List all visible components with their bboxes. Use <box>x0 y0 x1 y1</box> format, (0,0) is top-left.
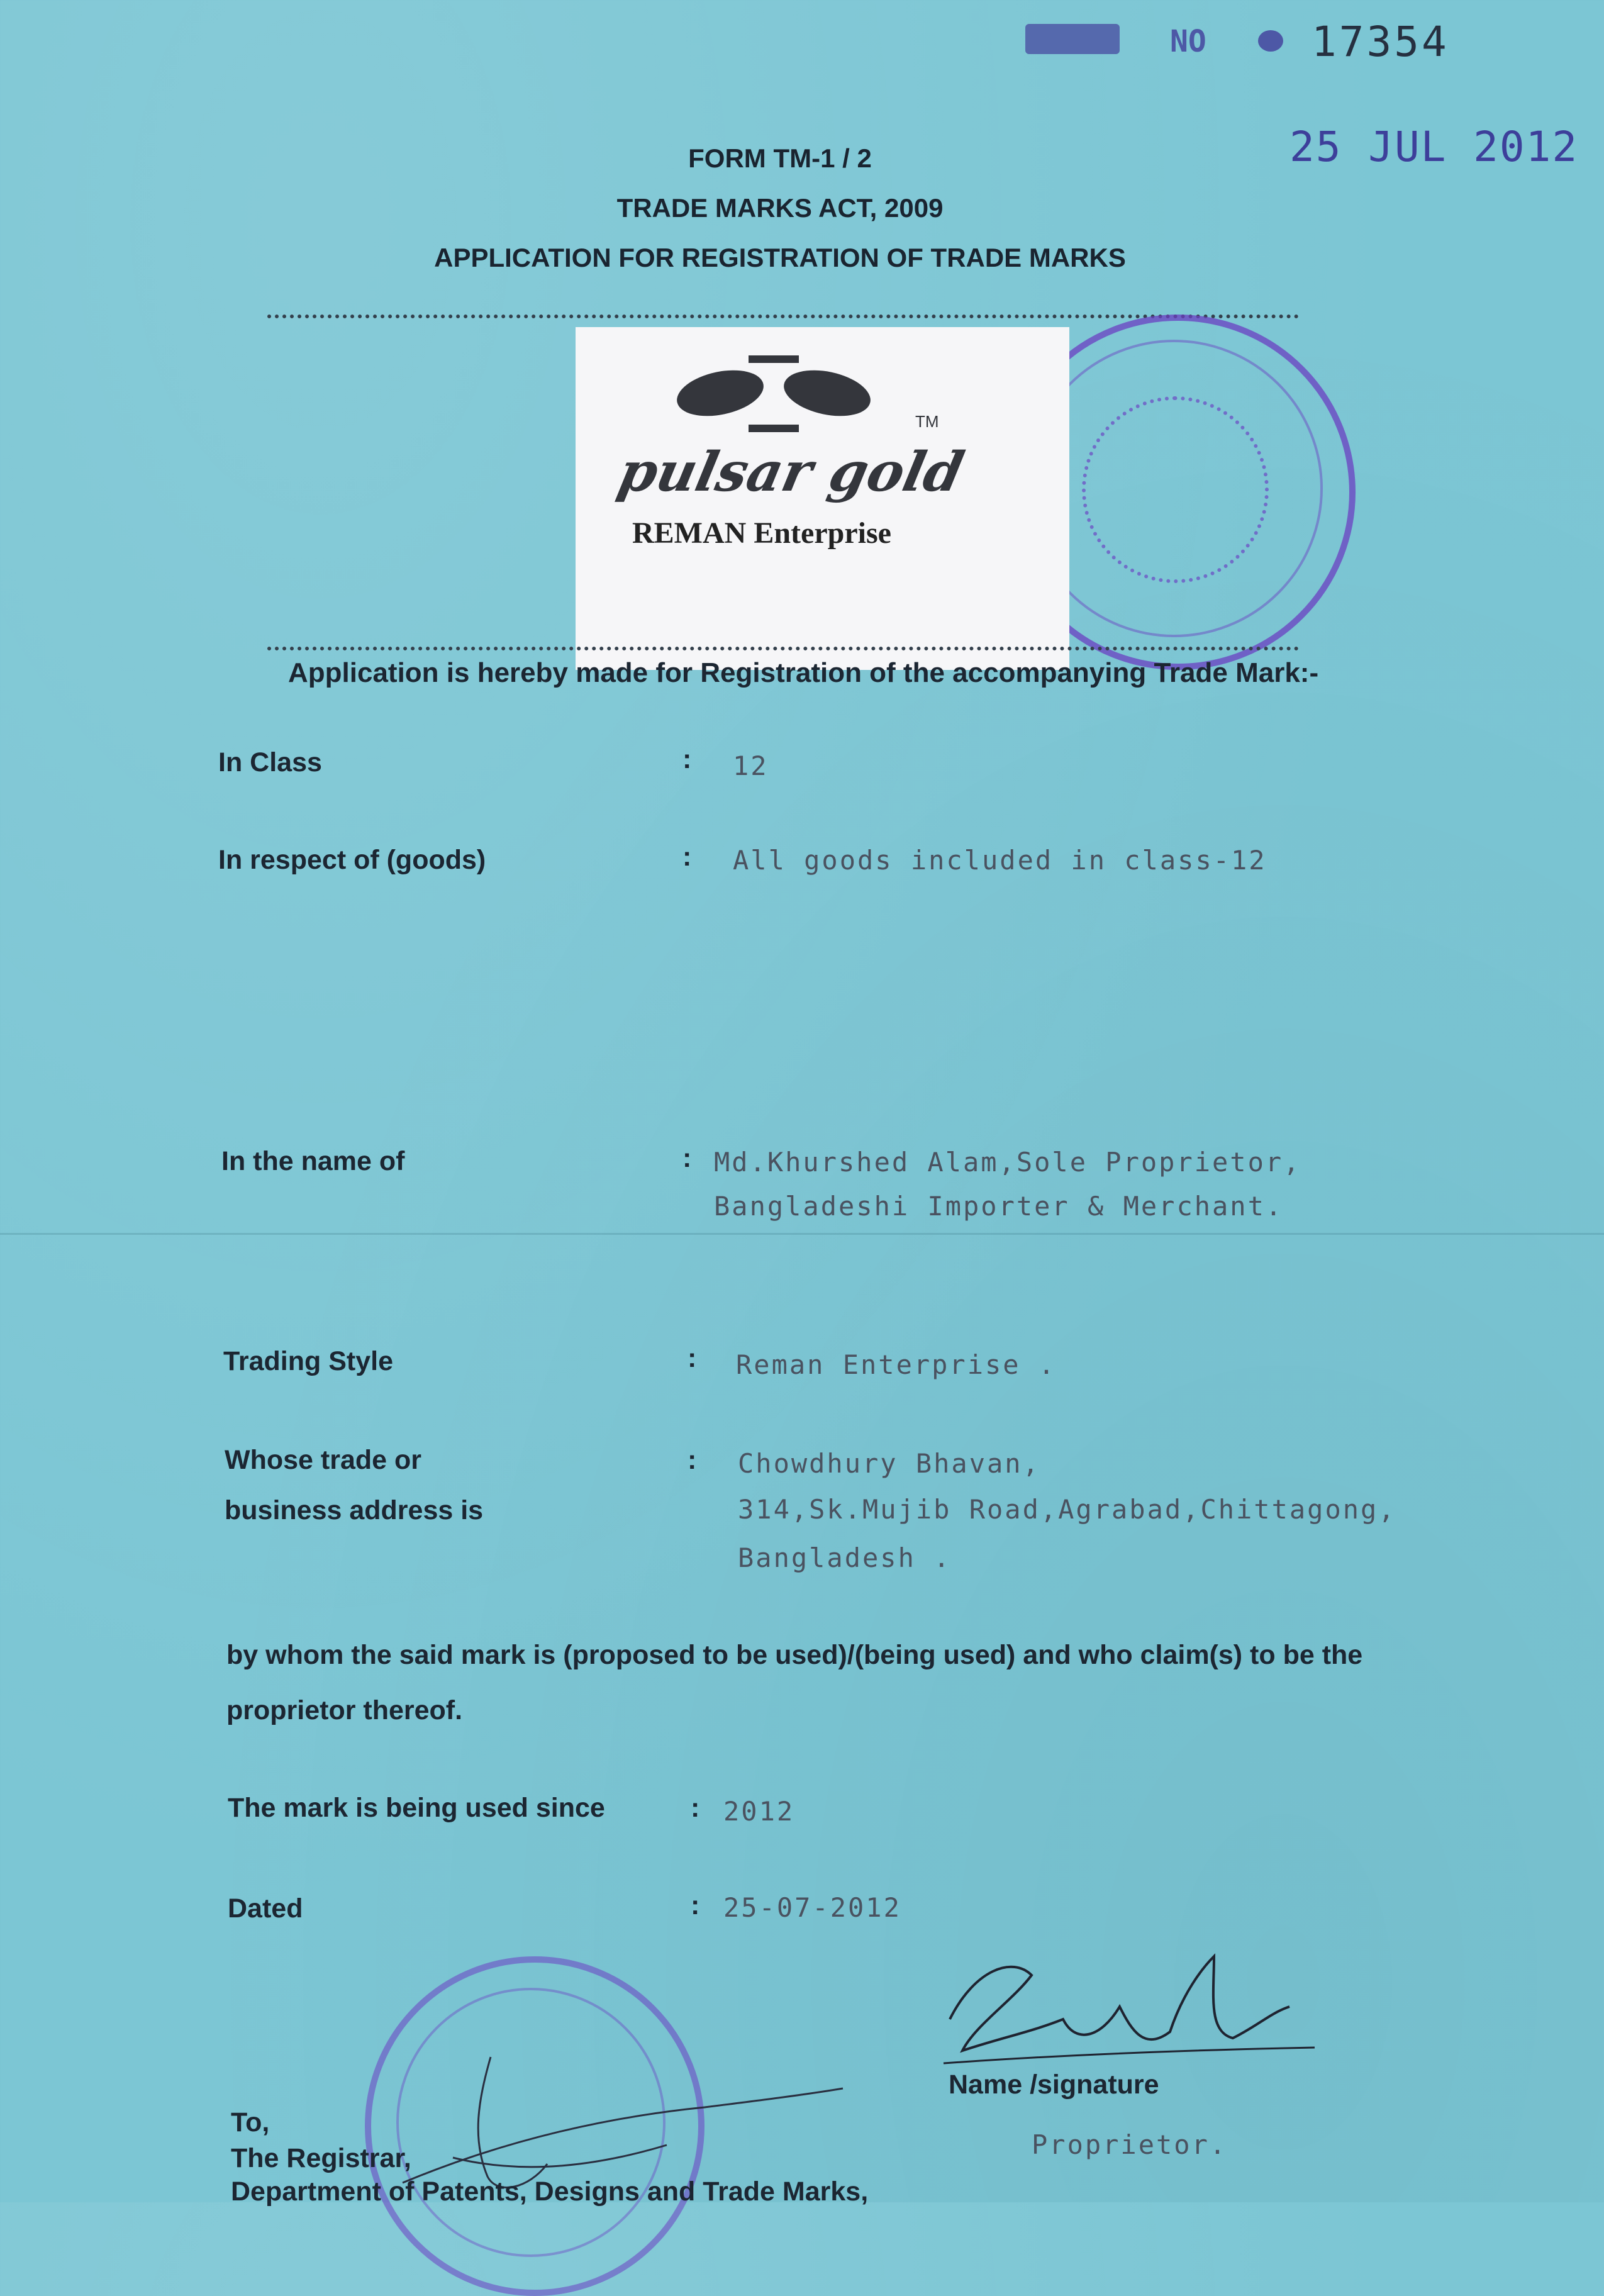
colon: : <box>691 1793 700 1823</box>
used-since-label: The mark is being used since <box>228 1793 605 1823</box>
dated-label: Dated <box>228 1893 303 1924</box>
name-label: In the name of <box>221 1146 405 1176</box>
address-line1: Chowdhury Bhavan, <box>738 1448 1040 1479</box>
stamp-dot <box>1258 30 1283 52</box>
class-value: 12 <box>733 750 769 781</box>
form-number: FORM TM-1 / 2 <box>688 143 872 173</box>
paper-fold <box>0 1233 1604 1235</box>
divider-bottom <box>267 647 1299 650</box>
colon: : <box>682 744 692 774</box>
stamp-no-label: NO <box>1170 24 1206 59</box>
address-line2: 314,Sk.Mujib Road,Agrabad,Chittagong, <box>738 1494 1396 1525</box>
claim-text-line2: proprietor thereof. <box>226 1695 463 1725</box>
class-label: In Class <box>218 747 322 777</box>
mark-name: pulsar gold <box>613 440 969 504</box>
logo-emblem-icon <box>670 352 877 440</box>
colon: : <box>682 842 692 872</box>
used-since-value: 2012 <box>723 1796 795 1827</box>
stamp-date: 25 JUL 2012 <box>1289 123 1579 171</box>
seal-middle-ring <box>1025 340 1323 637</box>
colon: : <box>688 1445 697 1475</box>
claim-text-line1: by whom the said mark is (proposed to be used)/(being used) and who claim(s) to be the <box>226 1640 1363 1670</box>
signature-label: Name /signature <box>949 2070 1159 2100</box>
name-value-line2: Bangladeshi Importer & Merchant. <box>714 1191 1284 1222</box>
signature-role: Proprietor. <box>1032 2129 1228 2160</box>
colon: : <box>688 1343 697 1373</box>
registrar-line: The Registrar, <box>231 2143 411 2173</box>
trade-mark-card <box>576 327 1069 670</box>
intro-text: Application is hereby made for Registration of the accompanying Trade Mark:- <box>288 657 1319 688</box>
mark-company: REMAN Enterprise <box>632 516 891 550</box>
act-title: TRADE MARKS ACT, 2009 <box>616 193 944 223</box>
department-line: Department of Patents, Designs and Trade Marks, <box>231 2176 869 2207</box>
dated-value: 25-07-2012 <box>723 1892 901 1923</box>
application-title: APPLICATION FOR REGISTRATION OF TRADE MARKS <box>434 243 1126 272</box>
to-line: To, <box>231 2107 270 2137</box>
proprietor-signature-icon <box>937 1931 1327 2082</box>
stamp-number: 17354 <box>1312 18 1449 66</box>
address-label-line1: Whose trade or <box>225 1445 421 1475</box>
name-value-line1: Md.Khurshed Alam,Sole Proprietor, <box>714 1147 1301 1178</box>
colon: : <box>691 1890 700 1920</box>
trading-style-label: Trading Style <box>223 1346 394 1376</box>
goods-value: All goods included in class-12 <box>733 845 1267 876</box>
tm-symbol: TM <box>915 412 939 431</box>
colon: : <box>682 1143 692 1173</box>
trading-style-value: Reman Enterprise . <box>736 1349 1057 1380</box>
ink-smudge-stamp <box>1025 24 1120 54</box>
goods-label: In respect of (goods) <box>218 845 486 875</box>
address-line3: Bangladesh . <box>738 1542 952 1573</box>
address-label-line2: business address is <box>225 1495 484 1525</box>
